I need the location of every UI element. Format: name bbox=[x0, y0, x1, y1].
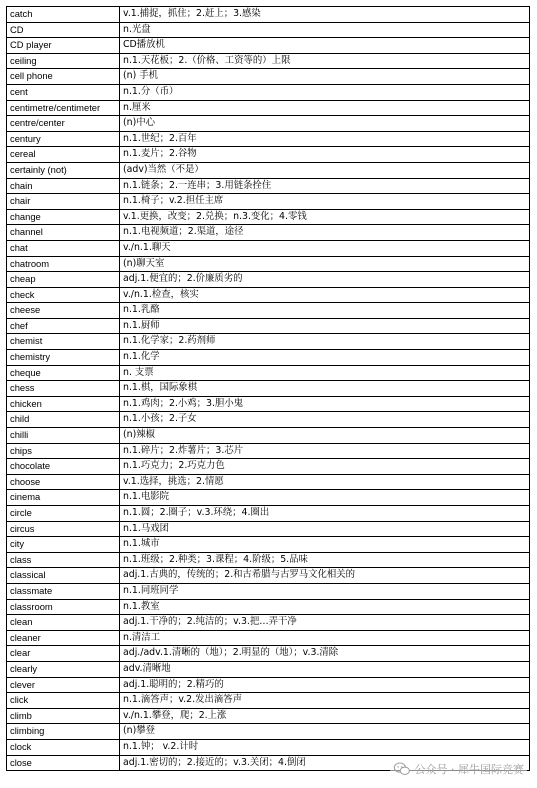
word-cell: cleaner bbox=[7, 630, 120, 646]
word-cell: CD bbox=[7, 22, 120, 38]
word-cell: cereal bbox=[7, 147, 120, 163]
table-row bbox=[7, 474, 530, 490]
table-row bbox=[7, 272, 530, 288]
table-row bbox=[7, 194, 530, 210]
meaning-cell: n.1.化学 bbox=[120, 350, 530, 366]
meaning-cell: n.1.教室 bbox=[120, 599, 530, 615]
watermark bbox=[390, 760, 528, 778]
word-cell: class bbox=[7, 552, 120, 568]
meaning-cell: n.1.马戏团 bbox=[120, 521, 530, 537]
table-row bbox=[7, 708, 530, 724]
table-row bbox=[7, 69, 530, 85]
word-cell: cheque bbox=[7, 365, 120, 381]
word-cell: close bbox=[7, 755, 120, 771]
table-row bbox=[7, 661, 530, 677]
word-cell: catch bbox=[7, 7, 120, 23]
table-row bbox=[7, 459, 530, 475]
table-row bbox=[7, 615, 530, 631]
table-row bbox=[7, 583, 530, 599]
table-row bbox=[7, 381, 530, 397]
word-cell: chef bbox=[7, 318, 120, 334]
meaning-cell: v./n.1.聊天 bbox=[120, 240, 530, 256]
meaning-cell: adj.1.古典的，传统的；2.和古希腊与古罗马文化相关的 bbox=[120, 568, 530, 584]
meaning-cell: adj.1.密切的；2.接近的；v.3.关闭；4.倒闭 bbox=[120, 755, 530, 771]
table-row bbox=[7, 490, 530, 506]
meaning-cell: n.1.分（币） bbox=[120, 84, 530, 100]
word-cell: cell phone bbox=[7, 69, 120, 85]
word-cell: channel bbox=[7, 225, 120, 241]
word-cell: CD player bbox=[7, 38, 120, 54]
table-row bbox=[7, 521, 530, 537]
table-row bbox=[7, 739, 530, 755]
meaning-cell: (n)辣椒 bbox=[120, 428, 530, 444]
word-cell: climbing bbox=[7, 724, 120, 740]
meaning-cell: adv.清晰地 bbox=[120, 661, 530, 677]
word-cell: classroom bbox=[7, 599, 120, 615]
word-cell: clever bbox=[7, 677, 120, 693]
meaning-cell: n.1.小孩；2.子女 bbox=[120, 412, 530, 428]
word-cell: cheese bbox=[7, 303, 120, 319]
table-row bbox=[7, 537, 530, 553]
table-row bbox=[7, 38, 530, 54]
meaning-cell: adj.1.聪明的；2.精巧的 bbox=[120, 677, 530, 693]
table-row bbox=[7, 396, 530, 412]
table-row bbox=[7, 568, 530, 584]
word-cell: classical bbox=[7, 568, 120, 584]
meaning-cell: adj.1.干净的；2.纯洁的；v.3.把…弄干净 bbox=[120, 615, 530, 631]
meaning-cell: v.1.选择，挑选；2.情愿 bbox=[120, 474, 530, 490]
word-cell: chips bbox=[7, 443, 120, 459]
meaning-cell: n.1.天花板；2.（价格、工资等的）上限 bbox=[120, 53, 530, 69]
table-row bbox=[7, 318, 530, 334]
word-cell: chilli bbox=[7, 428, 120, 444]
meaning-cell: (n)聊天室 bbox=[120, 256, 530, 272]
table-row bbox=[7, 350, 530, 366]
meaning-cell: v./n.1.检查，核实 bbox=[120, 287, 530, 303]
table-row bbox=[7, 303, 530, 319]
word-cell: cinema bbox=[7, 490, 120, 506]
meaning-cell: n.1.碎片；2.炸薯片；3.芯片 bbox=[120, 443, 530, 459]
word-cell: century bbox=[7, 131, 120, 147]
table-row bbox=[7, 53, 530, 69]
word-cell: city bbox=[7, 537, 120, 553]
meaning-cell: n. 支票 bbox=[120, 365, 530, 381]
table-row bbox=[7, 209, 530, 225]
word-cell: chatroom bbox=[7, 256, 120, 272]
meaning-cell: n.光盘 bbox=[120, 22, 530, 38]
meaning-cell: n.1.同班同学 bbox=[120, 583, 530, 599]
meaning-cell: n.1.世纪；2.百年 bbox=[120, 131, 530, 147]
meaning-cell: n.1.电视频道；2.渠道，途径 bbox=[120, 225, 530, 241]
meaning-cell: (n) 手机 bbox=[120, 69, 530, 85]
table-row bbox=[7, 240, 530, 256]
meaning-cell: (n)中心 bbox=[120, 116, 530, 132]
meaning-cell: (adv)当然（不是） bbox=[120, 162, 530, 178]
vocabulary-table-body bbox=[7, 7, 530, 771]
table-row bbox=[7, 677, 530, 693]
watermark-text: 公众号 · 犀牛国际竞赛 bbox=[414, 763, 524, 776]
word-cell: centimetre/centimeter bbox=[7, 100, 120, 116]
meaning-cell: n.1.班级；2.种类；3.课程；4.阶级；5.品味 bbox=[120, 552, 530, 568]
table-row bbox=[7, 630, 530, 646]
meaning-cell: n.清洁工 bbox=[120, 630, 530, 646]
table-row bbox=[7, 646, 530, 662]
word-cell: certainly (not) bbox=[7, 162, 120, 178]
meaning-cell: n.1.圆；2.圈子；v.3.环绕；4.圈出 bbox=[120, 506, 530, 522]
meaning-cell: n.1.电影院 bbox=[120, 490, 530, 506]
word-cell: child bbox=[7, 412, 120, 428]
table-row bbox=[7, 412, 530, 428]
vocabulary-table bbox=[6, 6, 530, 771]
word-cell: centre/center bbox=[7, 116, 120, 132]
meaning-cell: v./n.1.攀登，爬；2.上涨 bbox=[120, 708, 530, 724]
word-cell: chair bbox=[7, 194, 120, 210]
meaning-cell: n.1.麦片；2.谷物 bbox=[120, 147, 530, 163]
word-cell: chicken bbox=[7, 396, 120, 412]
wechat-icon bbox=[393, 762, 411, 776]
table-row bbox=[7, 7, 530, 23]
word-cell: chat bbox=[7, 240, 120, 256]
table-row bbox=[7, 147, 530, 163]
table-row bbox=[7, 131, 530, 147]
table-row bbox=[7, 443, 530, 459]
table-row bbox=[7, 225, 530, 241]
meaning-cell: (n)攀登 bbox=[120, 724, 530, 740]
word-cell: circle bbox=[7, 506, 120, 522]
word-cell: change bbox=[7, 209, 120, 225]
word-cell: clock bbox=[7, 739, 120, 755]
word-cell: chemist bbox=[7, 334, 120, 350]
word-cell: choose bbox=[7, 474, 120, 490]
word-cell: chemistry bbox=[7, 350, 120, 366]
word-cell: clearly bbox=[7, 661, 120, 677]
table-row bbox=[7, 178, 530, 194]
table-row bbox=[7, 428, 530, 444]
meaning-cell: n.1.城市 bbox=[120, 537, 530, 553]
meaning-cell: n.1.椅子；v.2.担任主席 bbox=[120, 194, 530, 210]
table-row bbox=[7, 162, 530, 178]
table-row bbox=[7, 22, 530, 38]
word-cell: check bbox=[7, 287, 120, 303]
word-cell: chocolate bbox=[7, 459, 120, 475]
meaning-cell: n.1.链条；2.一连串；3.用链条拴住 bbox=[120, 178, 530, 194]
word-cell: chess bbox=[7, 381, 120, 397]
meaning-cell: n.1.鸡肉；2.小鸡；3.胆小鬼 bbox=[120, 396, 530, 412]
meaning-cell: v.1.捕捉，抓住；2.赶上；3.感染 bbox=[120, 7, 530, 23]
table-row bbox=[7, 84, 530, 100]
table-row bbox=[7, 724, 530, 740]
meaning-cell: adj./adv.1.清晰的（地）；2.明显的（地）；v.3.清除 bbox=[120, 646, 530, 662]
meaning-cell: n.1.化学家；2.药剂师 bbox=[120, 334, 530, 350]
word-cell: click bbox=[7, 693, 120, 709]
meaning-cell: n.1.乳酪 bbox=[120, 303, 530, 319]
word-cell: climb bbox=[7, 708, 120, 724]
word-cell: clear bbox=[7, 646, 120, 662]
table-row bbox=[7, 334, 530, 350]
meaning-cell: adj.1.便宜的；2.价廉质劣的 bbox=[120, 272, 530, 288]
meaning-cell: n.1.滴答声；v.2.发出滴答声 bbox=[120, 693, 530, 709]
table-row bbox=[7, 693, 530, 709]
meaning-cell: n.1.钟； v.2.计时 bbox=[120, 739, 530, 755]
table-row bbox=[7, 116, 530, 132]
table-row bbox=[7, 365, 530, 381]
table-row bbox=[7, 506, 530, 522]
meaning-cell: v.1.更换，改变；2.兑换；n.3.变化；4.零钱 bbox=[120, 209, 530, 225]
meaning-cell: n.1.棋，国际象棋 bbox=[120, 381, 530, 397]
table-row bbox=[7, 287, 530, 303]
table-row bbox=[7, 100, 530, 116]
word-cell: classmate bbox=[7, 583, 120, 599]
meaning-cell: CD播放机 bbox=[120, 38, 530, 54]
meaning-cell: n.厘米 bbox=[120, 100, 530, 116]
table-row bbox=[7, 599, 530, 615]
meaning-cell: n.1.厨师 bbox=[120, 318, 530, 334]
meaning-cell: n.1.巧克力；2.巧克力色 bbox=[120, 459, 530, 475]
word-cell: clean bbox=[7, 615, 120, 631]
word-cell: cheap bbox=[7, 272, 120, 288]
word-cell: cent bbox=[7, 84, 120, 100]
word-cell: chain bbox=[7, 178, 120, 194]
table-row bbox=[7, 256, 530, 272]
word-cell: circus bbox=[7, 521, 120, 537]
word-cell: ceiling bbox=[7, 53, 120, 69]
table-row bbox=[7, 552, 530, 568]
vocabulary-sheet bbox=[6, 6, 530, 771]
